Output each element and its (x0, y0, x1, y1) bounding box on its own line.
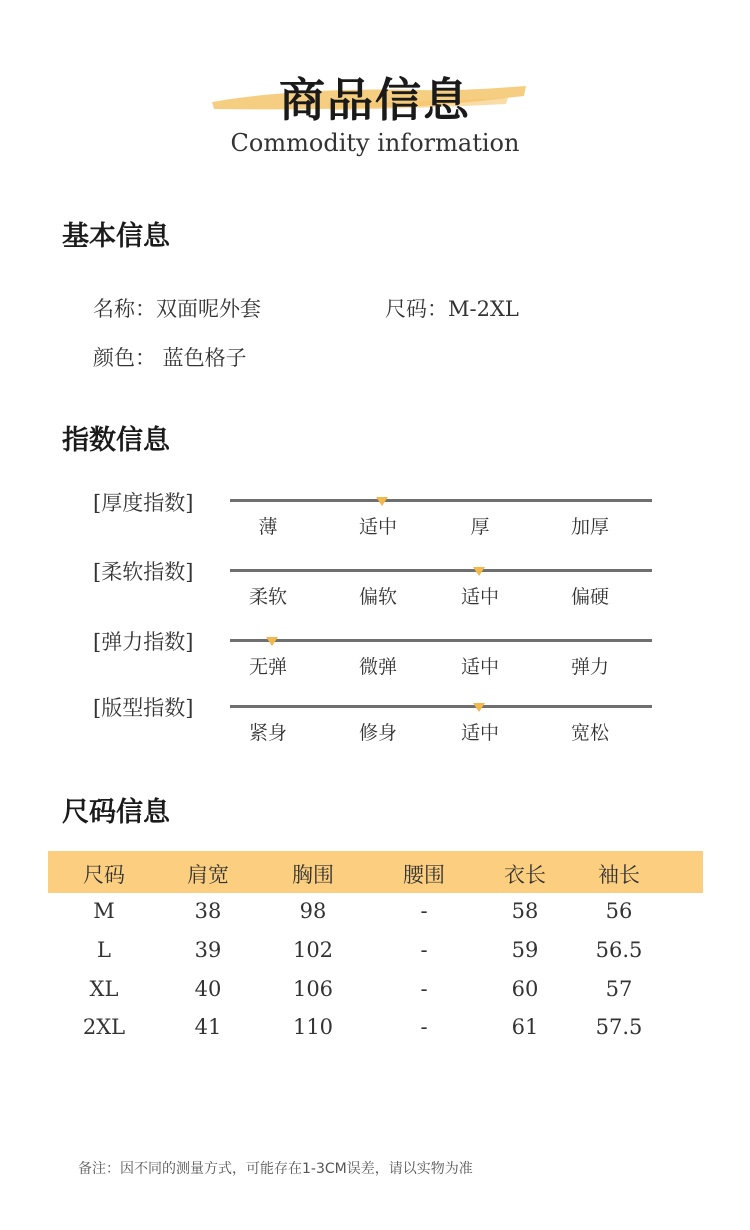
index-scale-label: [厚度指数] (93, 491, 194, 515)
index-scale-option: 厚 (470, 516, 490, 538)
index-scale-option: 柔软 (248, 586, 287, 608)
size-table-column-header: 胸围 (292, 863, 334, 887)
index-scale-option: 修身 (358, 722, 397, 744)
index-scale-option: 微弹 (358, 656, 397, 678)
page-title: 商品信息 (279, 73, 471, 127)
size-table-cell: 60 (511, 977, 539, 1001)
size-table-cell: XL (89, 977, 119, 1001)
index-scale-marker-icon (376, 497, 388, 506)
size-table-cell: 41 (194, 1015, 222, 1039)
index-scale-option: 弹力 (570, 656, 609, 678)
product-size-range: 尺码：M-2XL (385, 297, 519, 321)
size-table-column-header: 衣长 (504, 863, 546, 887)
size-table-cell: 106 (292, 977, 334, 1001)
index-scale-marker-icon (473, 703, 485, 712)
measurement-note: 备注：因不同的测量方式，可能存在1-3CM误差，请以实物为准 (78, 1161, 473, 1177)
index-scale-label: [弹力指数] (93, 630, 194, 654)
index-scale-label: [柔软指数] (93, 560, 194, 584)
index-scale-option: 加厚 (570, 516, 609, 538)
size-table-cell: 110 (292, 1015, 334, 1039)
size-info-title: 尺码信息 (62, 797, 170, 828)
index-scale-option: 偏硬 (570, 586, 609, 608)
index-scale-marker-icon (266, 637, 278, 646)
size-table-cell: 2XL (82, 1015, 126, 1039)
index-scale-option: 无弹 (248, 656, 287, 678)
size-table-cell: 40 (194, 977, 222, 1001)
size-table-column-header: 袖长 (598, 863, 640, 887)
index-scale-option: 适中 (358, 516, 397, 538)
size-table-cell: 59 (511, 938, 539, 962)
size-table-cell: 58 (511, 899, 539, 923)
size-table-cell: 102 (292, 938, 334, 962)
index-scale-option: 薄 (258, 516, 278, 538)
index-scale-option: 适中 (460, 722, 499, 744)
size-table-cell: 57.5 (595, 1015, 643, 1039)
index-scale-option: 宽松 (570, 722, 609, 744)
size-table-cell: 61 (511, 1015, 539, 1039)
size-table-cell: L (97, 938, 111, 962)
product-name: 名称：双面呢外套 (93, 297, 261, 321)
size-table-cell: - (420, 938, 428, 962)
size-table-cell: 56.5 (595, 938, 643, 962)
size-table-cell: - (420, 1015, 428, 1039)
size-table-cell: 38 (194, 899, 222, 923)
page-subtitle: Commodity information (230, 129, 520, 157)
size-table-column-header: 尺码 (83, 863, 125, 887)
size-table-cell: 56 (605, 899, 633, 923)
index-info-title: 指数信息 (62, 425, 170, 456)
size-table-cell: 98 (299, 899, 327, 923)
index-scale-track (230, 639, 652, 642)
index-scale-option: 适中 (460, 586, 499, 608)
size-table-cell: - (420, 899, 428, 923)
index-scale-option: 适中 (460, 656, 499, 678)
index-scale-track (230, 499, 652, 502)
index-scale-option: 紧身 (248, 722, 287, 744)
size-table-column-header: 腰围 (403, 863, 445, 887)
index-scale-marker-icon (473, 567, 485, 576)
index-scale-track (230, 705, 652, 708)
size-table-cell: 57 (605, 977, 633, 1001)
product-color: 颜色： 蓝色格子 (93, 346, 247, 370)
size-table-cell: 39 (194, 938, 222, 962)
size-table-cell: M (93, 899, 115, 923)
size-table-column-header: 肩宽 (187, 863, 229, 887)
index-scale-track (230, 569, 652, 572)
size-table-cell: - (420, 977, 428, 1001)
index-scale-option: 偏软 (358, 586, 397, 608)
index-scale-label: [版型指数] (93, 696, 194, 720)
basic-info-title: 基本信息 (62, 221, 170, 252)
